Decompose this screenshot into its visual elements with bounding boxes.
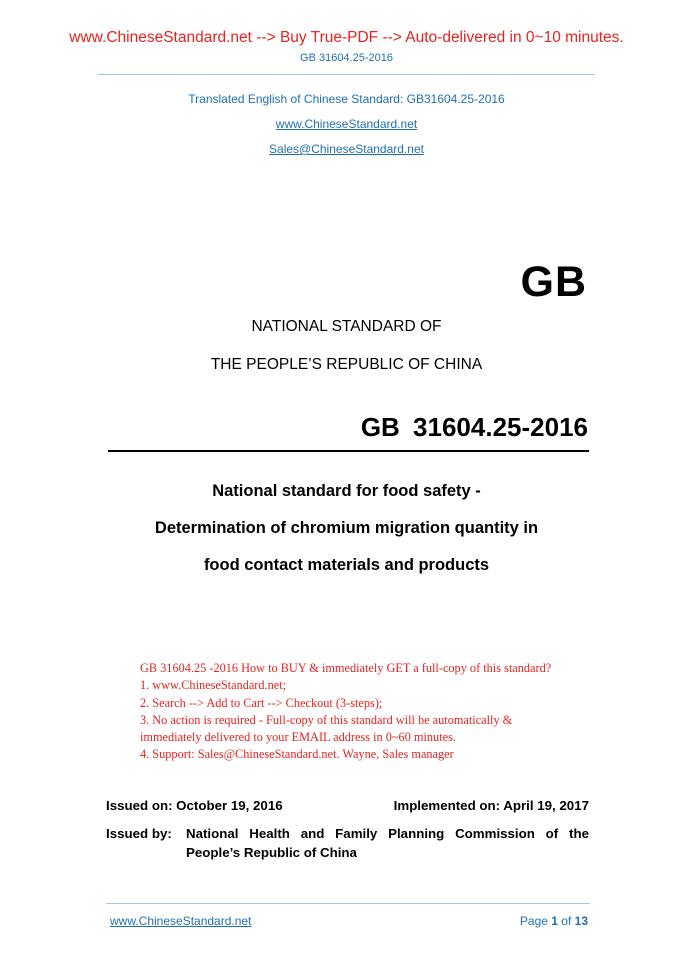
purchase-step-4: 4. Support: Sales@ChineseStandard.net. Wayne, Sales manager	[140, 747, 454, 762]
header-standard-code: GB 31604.25-2016	[300, 52, 393, 64]
purchase-step-1: 1. www.ChineseStandard.net;	[140, 678, 287, 693]
national-standard-line2: THE PEOPLE’S REPUBLIC OF CHINA	[210, 356, 483, 373]
purchase-step-3: 3. No action is required - Full-copy of this standard will be automatically &	[140, 712, 513, 727]
email-link[interactable]: Sales@ChineseStandard.net	[269, 142, 424, 156]
issuer-line-1: National Health and Family Planning Commission of the	[186, 826, 589, 841]
national-standard-line1: NATIONAL STANDARD OF	[251, 318, 442, 335]
footer-link-wrapper	[110, 914, 251, 928]
purchase-step-3-continued: immediately delivered to your EMAIL address in 0~60 minutes.	[140, 730, 456, 745]
purchase-steps	[140, 677, 600, 763]
issued-on-date: Issued on: October 19, 2016	[106, 798, 283, 813]
issuer-line-2: People’s Republic of China	[186, 845, 357, 860]
footer-divider	[106, 903, 590, 904]
page-indicator	[520, 914, 588, 928]
title-line-1: National standard for food safety -	[212, 482, 481, 500]
title-line-3: food contact materials and products	[203, 556, 490, 574]
website-link[interactable]: www.ChineseStandard.net	[275, 117, 418, 131]
gb-mark: GB	[520, 258, 587, 306]
translation-notice: Translated English of Chinese Standard: GB31604.25-2016	[188, 92, 505, 106]
page-of: of	[557, 914, 575, 928]
site-link-wrapper	[0, 117, 693, 131]
purchase-instructions	[140, 660, 600, 764]
standard-number: GB 31604.25-2016	[360, 412, 588, 442]
page-total: 13	[574, 914, 588, 928]
page-current: 1	[551, 914, 558, 928]
page-prefix: Page	[519, 914, 552, 928]
footer-website-link[interactable]: www.ChineseStandard.net	[110, 914, 252, 928]
title-line-2: Determination of chromium migration quantity in	[154, 519, 539, 537]
header-divider	[98, 74, 595, 75]
purchase-heading: GB 31604.25 -2016 How to BUY & immediately GET a full-copy of this standard?	[140, 661, 552, 675]
email-link-wrapper	[0, 142, 693, 156]
purchase-step-2: 2. Search --> Add to Cart --> Checkout (3-steps);	[140, 695, 383, 710]
issued-by-label: Issued by:	[106, 826, 172, 841]
top-banner: www.ChineseStandard.net --> Buy True-PDF --> Auto-delivered in 0~10 minutes.	[69, 29, 624, 46]
title-divider	[108, 450, 589, 452]
implemented-on-date: Implemented on: April 19, 2017	[393, 798, 589, 813]
